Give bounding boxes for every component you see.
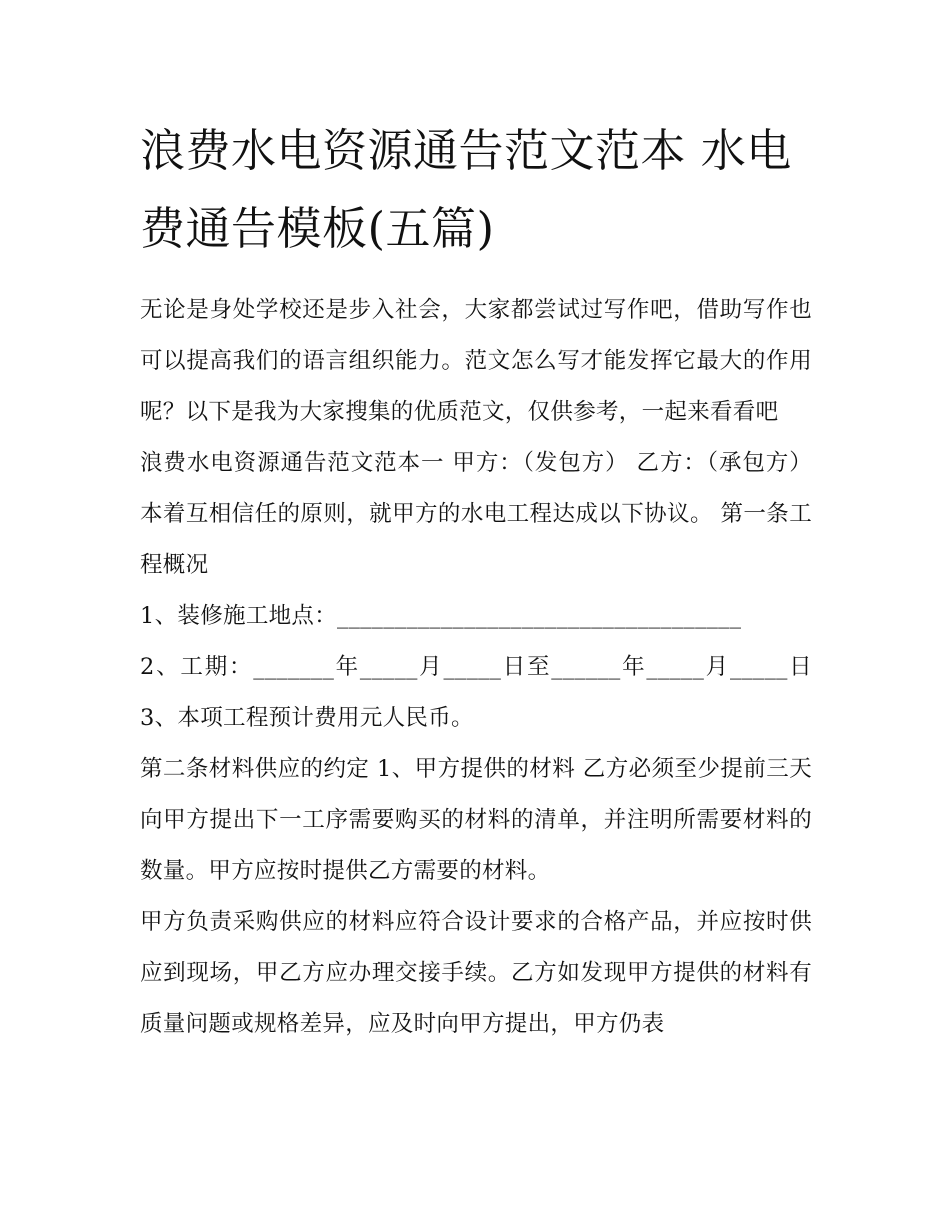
contract-parties-paragraph: 浪费水电资源通告范文范本一 甲方：（发包方） 乙方：（承包方） 本着互相信任的原则，就甲方的水电工程达成以下协议。 第一条工程概况 (140, 450, 812, 578)
material-procurement-paragraph: 甲方负责采购供应的材料应符合设计要求的合格产品，并应按时供应到现场，甲乙方应办理交接手续。乙方如发现甲方提供的材料有质量问题或规格差异，应及时向甲方提出，甲方仍表 (140, 909, 812, 1037)
material-supply-paragraph: 第二条材料供应的约定 1、甲方提供的材料 乙方必须至少提前三天向甲方提出下一工序需要购买的材料的清单，并注明所需要材料的数量。甲方应按时提供乙方需要的材料。 (140, 756, 812, 884)
document-title: 浪费水电资源通告范文范本 水电费通告模板(五篇) (140, 124, 792, 255)
construction-period-paragraph: 2、工期：_______年_____月_____日至______年_____月_____日 3、本项工程预计费用元人民币。 (140, 654, 812, 731)
document-page (140, 112, 812, 1050)
intro-paragraph: 无论是身处学校还是步入社会，大家都尝试过写作吧，借助写作也可以提高我们的语言组织能力。范文怎么写才能发挥它最大的作用呢？以下是我为大家搜集的优质范文，仅供参考，一起来看看吧 (140, 297, 812, 425)
construction-site-line: 1、装修施工地点：___________________________________ (140, 603, 742, 629)
